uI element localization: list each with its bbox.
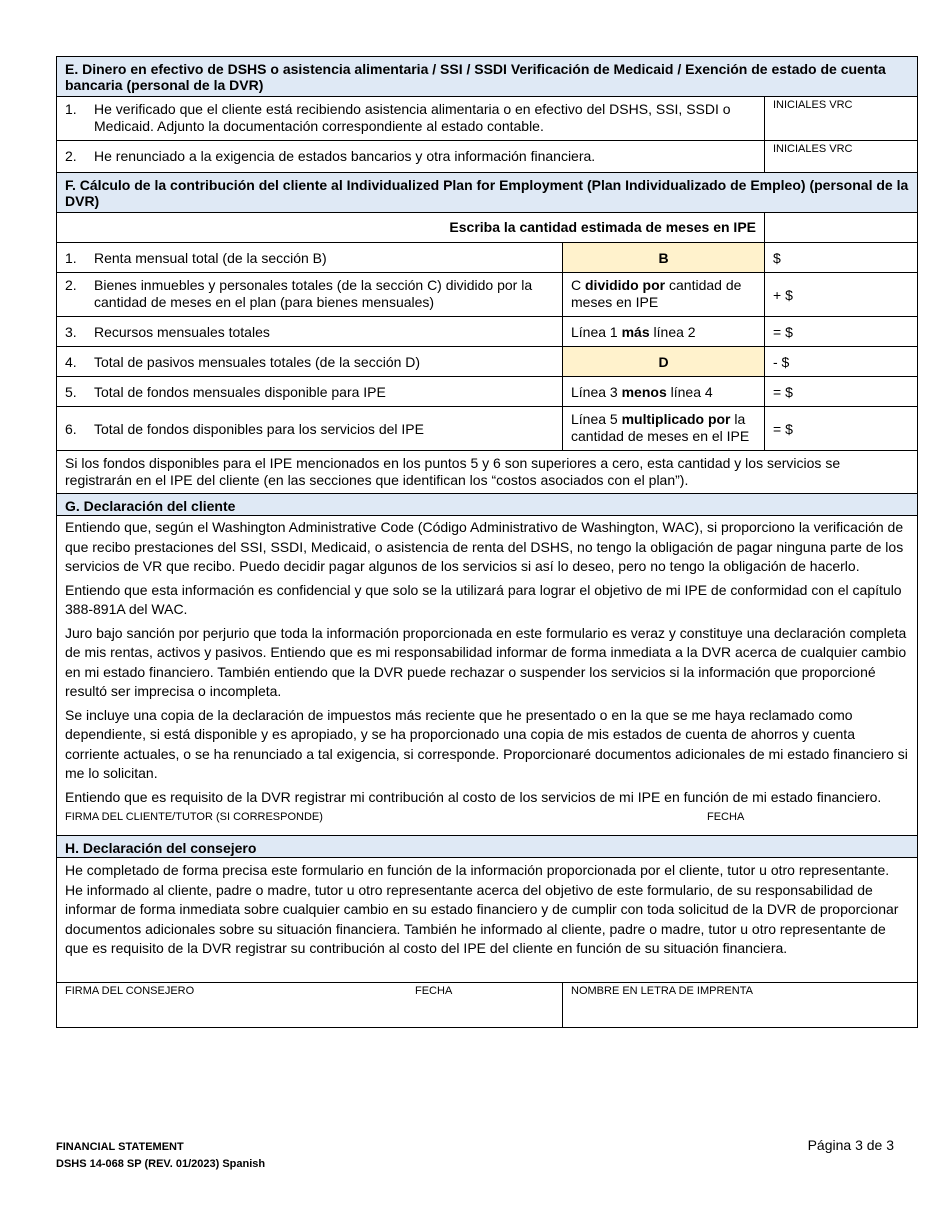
- calc-row-2: [57, 273, 918, 317]
- client-declaration-paragraph: Entiendo que esta información es confidencial y que solo se la utilizará para lograr el objetivo de mi IPE de conformidad con el capítulo 388-891A del WAC.: [65, 581, 902, 617]
- amount-field-5[interactable]: = $: [765, 377, 918, 407]
- print-name-field[interactable]: [563, 983, 918, 1028]
- section-f-title: F. Cálculo de la contribución del cliente al Individualized Plan for Employment (Plan Individualizado de Empleo) (personal de la DVR): [65, 177, 909, 209]
- item-text: Bienes inmuebles y personales totales (de la sección C) dividido por la cantidad de meses en el plan (para bienes mensuales): [94, 277, 533, 310]
- months-input[interactable]: [765, 213, 918, 243]
- vrc-initials-label: INICIALES VRC: [773, 99, 853, 111]
- counselor-signature-row: [57, 983, 918, 1028]
- section-e-title: E. Dinero en efectivo de DSHS o asistencia alimentaria / SSI / SSDI Verificación de Medicaid / Exención de estado de cuenta bancaria (personal de la DVR): [65, 61, 886, 93]
- months-label: Escriba la cantidad estimada de meses en IPE: [449, 219, 756, 235]
- calc-cell-b: B: [563, 243, 765, 273]
- item-number: 1.: [65, 101, 77, 117]
- client-signature-field[interactable]: [65, 811, 707, 823]
- item-number: 4.: [65, 353, 77, 370]
- item-text: Renta mensual total (de la sección B): [94, 249, 327, 266]
- calc-row-5: [57, 377, 918, 407]
- vrc-initials-label: INICIALES VRC: [773, 143, 853, 155]
- counselor-signature-field[interactable]: [57, 983, 563, 1028]
- months-row: [57, 213, 918, 243]
- form-identifier: [56, 1139, 265, 1173]
- calc-cell-2: C dividido por cantidad de meses en IPE: [563, 273, 765, 317]
- form-name: FINANCIAL STATEMENT: [56, 1141, 184, 1153]
- client-declaration-body: [57, 516, 918, 836]
- form-code: DSHS 14-068 SP (REV. 01/2023) Spanish: [56, 1158, 266, 1170]
- amount-field-1[interactable]: $: [765, 243, 918, 273]
- section-e-item-2: [57, 141, 918, 173]
- vrc-initials-field-2[interactable]: [765, 141, 918, 173]
- calc-cell-5: Línea 3 menos línea 4: [563, 377, 765, 407]
- calc-row-6: [57, 407, 918, 451]
- counselor-date-label: FECHA: [415, 985, 453, 997]
- section-f-note-row: [57, 451, 918, 494]
- item-number: 6.: [65, 420, 77, 437]
- calc-cell-3: Línea 1 más línea 2: [563, 317, 765, 347]
- calc-row-1: [57, 243, 918, 273]
- financial-statement-form: [56, 56, 918, 1028]
- section-f-note: Si los fondos disponibles para el IPE mencionados en los puntos 5 y 6 son superiores a cero, esta cantidad y los servicios se registrarán en el IPE del cliente (en las secciones que identifican los “costos asociados con el plan”).: [65, 455, 841, 488]
- calc-row-3: [57, 317, 918, 347]
- section-e-item-1: [57, 97, 918, 141]
- item-text: Recursos mensuales totales: [94, 323, 270, 340]
- item-number: 2.: [65, 277, 77, 293]
- vrc-initials-field-1[interactable]: [765, 97, 918, 141]
- item-text: He verificado que el cliente está recibiendo asistencia alimentaria o en efectivo del DSHS, SSI, SSDI o Medicaid. Adjunto la documentación correspondiente al estado contable.: [94, 101, 731, 134]
- section-e-header: [57, 57, 918, 97]
- amount-field-4[interactable]: - $: [765, 347, 918, 377]
- item-text: He renunciado a la exigencia de estados bancarios y otra información financiera.: [94, 148, 596, 164]
- section-h-title: H. Declaración del consejero: [65, 840, 257, 856]
- print-name-label: NOMBRE EN LETRA DE IMPRENTA: [571, 985, 753, 997]
- section-g-header: [57, 494, 918, 516]
- calc-cell-d: D: [563, 347, 765, 377]
- calc-row-4: [57, 347, 918, 377]
- amount-field-3[interactable]: = $: [765, 317, 918, 347]
- client-date-label: FECHA: [707, 811, 745, 823]
- counselor-declaration-body: [57, 858, 918, 983]
- section-h-header: [57, 836, 918, 858]
- item-number: 1.: [65, 249, 77, 266]
- section-g-title: G. Declaración del cliente: [65, 498, 236, 514]
- client-declaration-paragraph: Se incluye una copia de la declaración de impuestos más reciente que he presentado o en la que se me haya reclamado como dependiente, si está disponible y es apropiado, y se ha proporcionado una copia de mis estados de cuenta de ahorros y cuenta corriente actuales, o se ha renunciado a tal exigencia, si corresponde. Proporcionaré documentos adicionales de mi estado financiero si me lo solicitan.: [65, 706, 908, 781]
- amount-field-2[interactable]: + $: [765, 273, 918, 317]
- calc-cell-6: Línea 5 multiplicado por la cantidad de meses en el IPE: [563, 407, 765, 451]
- item-number: 2.: [65, 148, 77, 164]
- item-number: 5.: [65, 383, 77, 400]
- amount-field-6[interactable]: = $: [765, 407, 918, 451]
- item-text: Total de pasivos mensuales totales (de la sección D): [94, 353, 421, 370]
- page-number: Página 3 de 3: [807, 1137, 894, 1153]
- item-number: 3.: [65, 323, 77, 340]
- item-text: Total de fondos disponibles para los servicios del IPE: [94, 420, 424, 437]
- client-signature-row: [57, 811, 917, 823]
- client-declaration-paragraph: Entiendo que, según el Washington Administrative Code (Código Administrativo de Washington, WAC), si proporciono la verificación de que recibo prestaciones del SSI, SSDI, Medicaid, o asistencia de renta del DSHS, no tengo la obligación de pagar ninguna parte de los servicios de VR que recibo. Puedo decidir pagar algunos de los servicios si así lo deseo, pero no tengo la obligación de hacerlo.: [65, 519, 904, 574]
- item-text: Total de fondos mensuales disponible para IPE: [94, 383, 386, 400]
- client-date-field[interactable]: [707, 811, 744, 823]
- client-declaration-paragraph: Juro bajo sanción por perjurio que toda la información proporcionada en este formulario es veraz y constituye una declaración completa de mis rentas, activos y pasivos. Entiendo que es mi responsabilidad informar de forma inmediata a la DVR acerca de cualquier cambio en mi estado financiero. También entiendo que la DVR puede rechazar o suspender los servicios si la información que proporcioné resultó ser imprecisa o incompleta.: [65, 624, 907, 699]
- section-f-header: [57, 173, 918, 213]
- counselor-declaration-paragraph: He completado de forma precisa este formulario en función de la información proporcionada por el cliente, tutor u otro representante. He informado al cliente, padre o madre, tutor u otro representante acerca del objetivo de este formulario, de su responsabilidad de informar de forma inmediata sobre cualquier cambio en su estado financiero y de cumplir con toda solicitud de la DVR de proporcionar documentos adicionales sobre su situación financiera. También he informado al cliente, padre o madre, tutor u otro representante de que es requisito de la DVR registrar su contribución al costo del IPE del cliente en función de su situación financiera.: [65, 862, 899, 956]
- counselor-signature-label: FIRMA DEL CONSEJERO: [65, 985, 195, 997]
- client-signature-label: FIRMA DEL CLIENTE/TUTOR (SI CORRESPONDE): [65, 811, 323, 823]
- client-declaration-paragraph: Entiendo que es requisito de la DVR registrar mi contribución al costo de los servicios de mi IPE en función de mi estado financiero.: [65, 788, 882, 805]
